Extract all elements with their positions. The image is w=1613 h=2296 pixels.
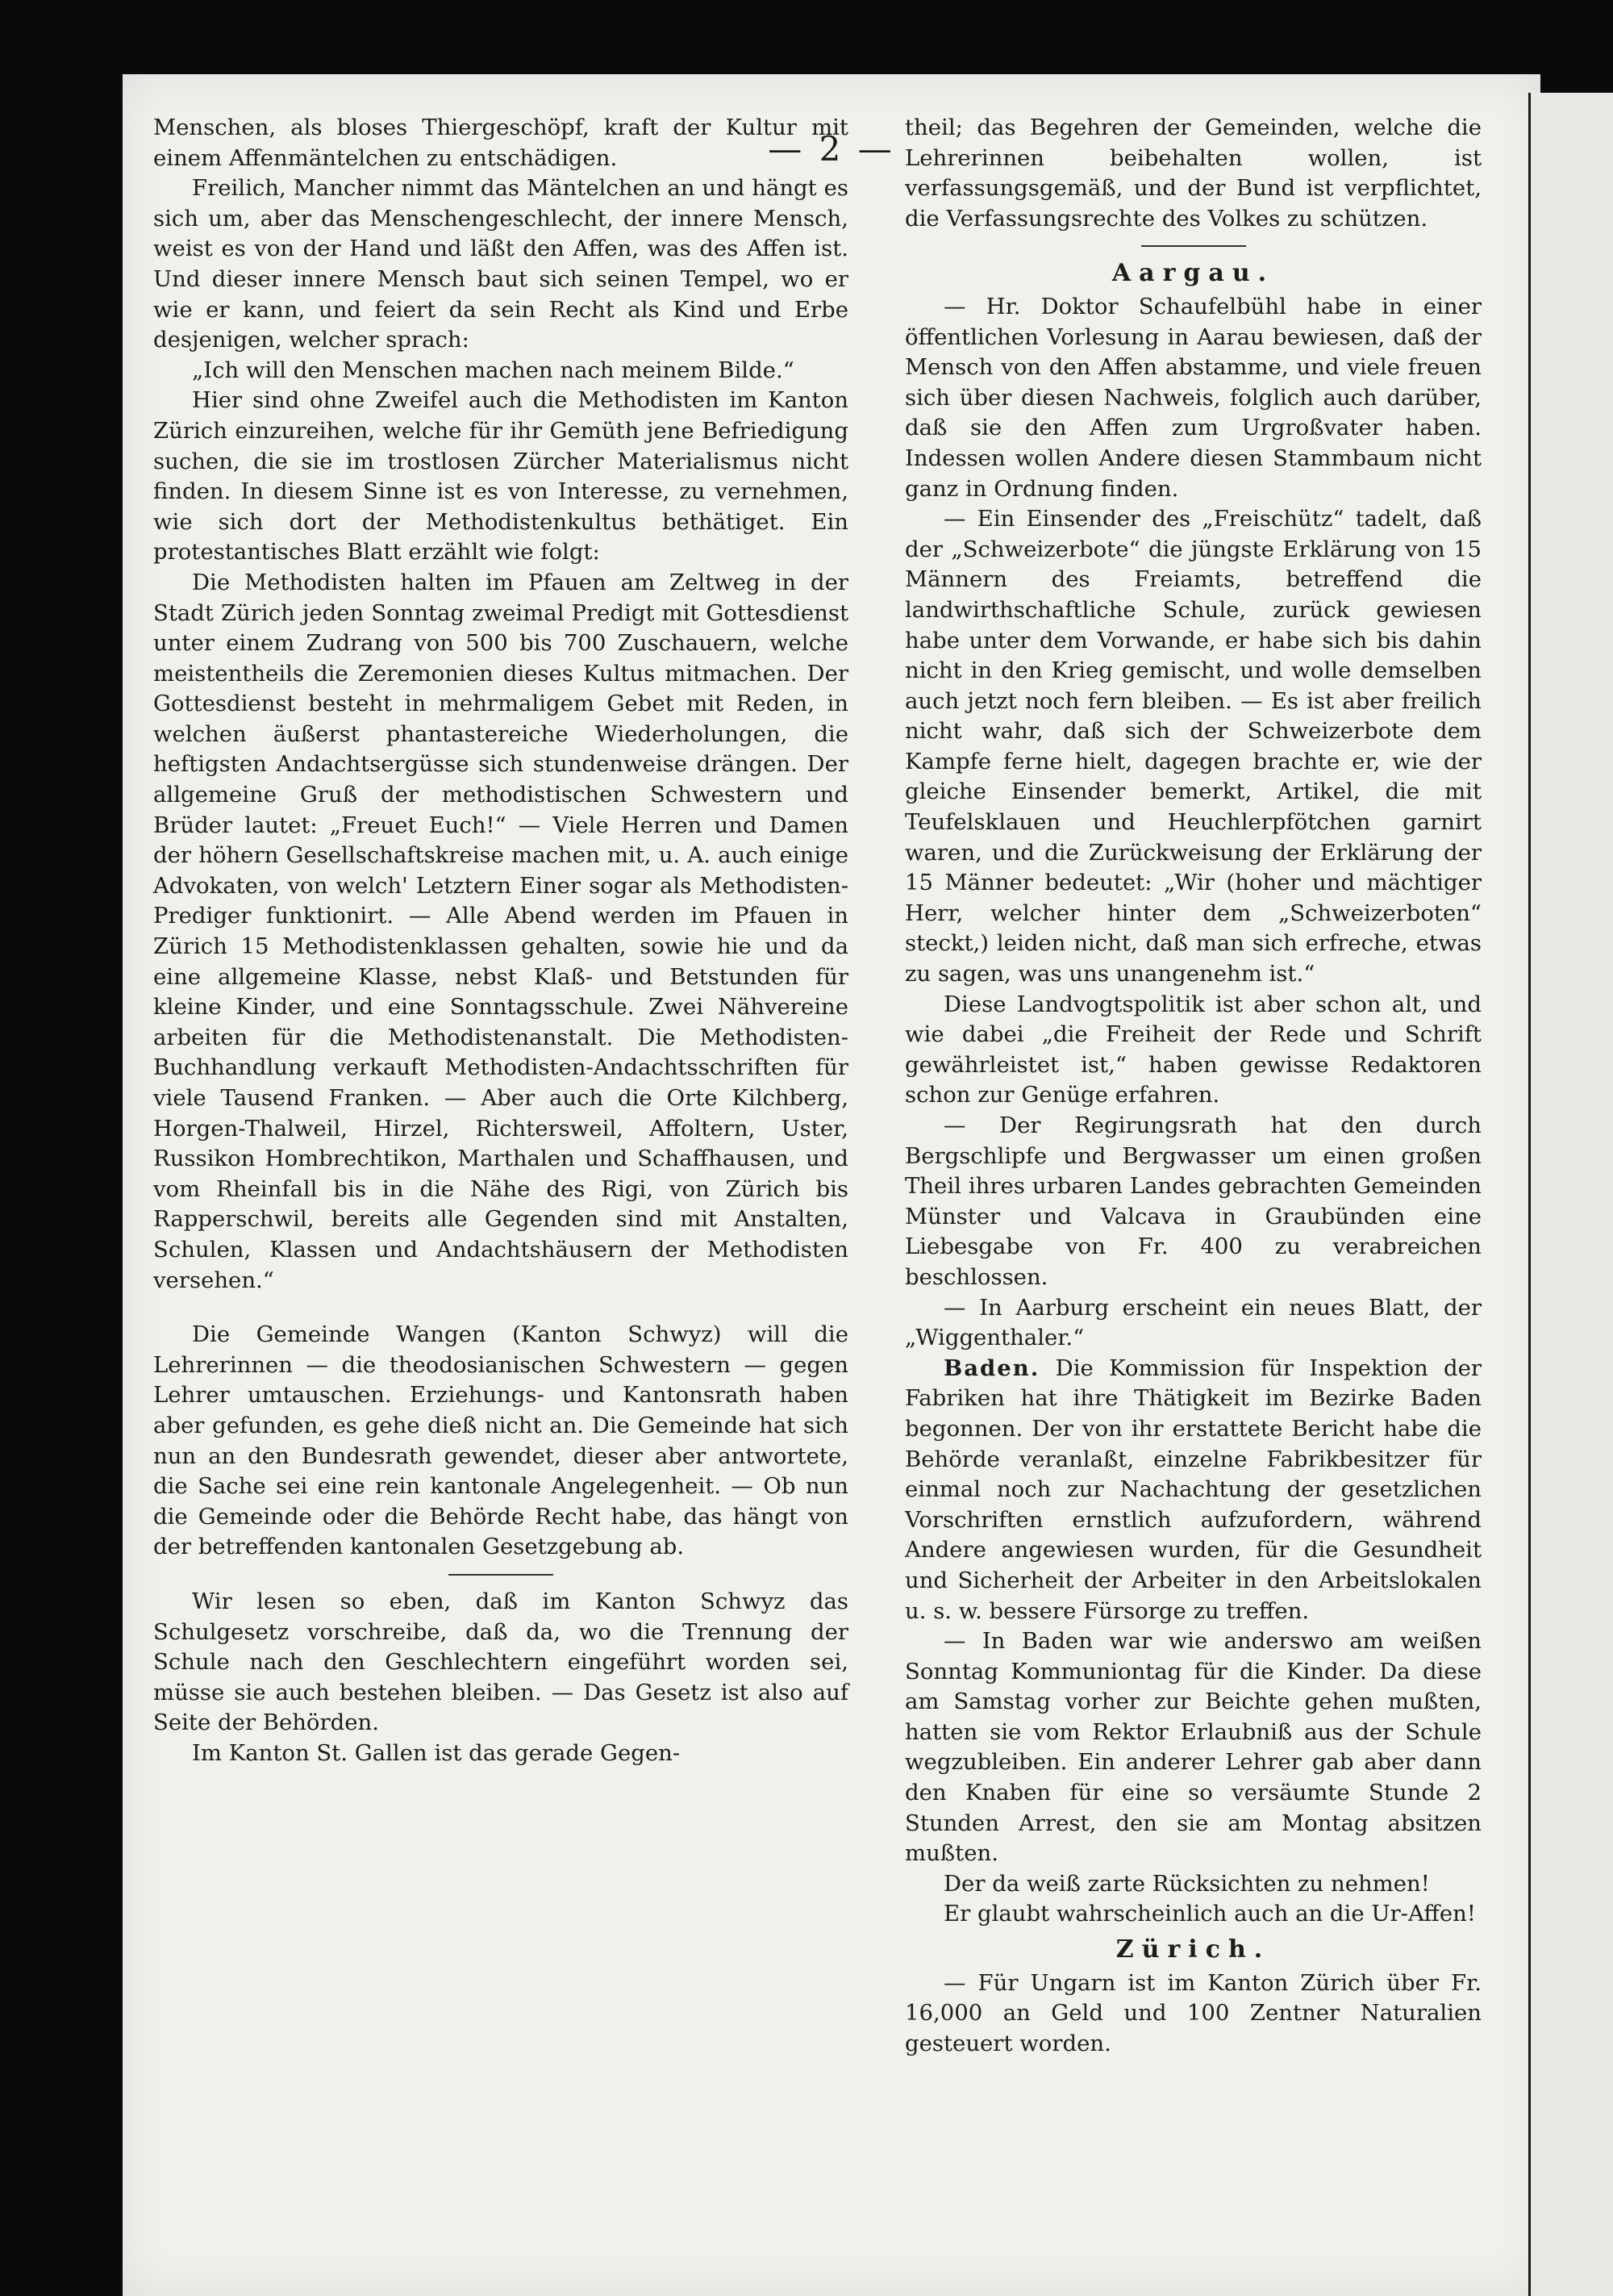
- section-heading-aargau: Aargau.: [1111, 259, 1275, 288]
- article-paragraph: — Ein Einsender des „Freischütz“ tadelt, daß der „Schweizerbote“ die jüngste Erklärung von 15 Männern des Freiamts, betreffend die landwirthschaftliche Schule, zurück gewiesen habe unter dem Vorwande, er habe sich bis dahin nicht in den Krieg gemischt, und wolle demselben auch jetzt noch fern bleiben. — Es ist aber freilich nicht wahr, daß sich der Schweizerbote dem Kampfe ferne hielt, dagegen brachte er, wie der gleiche Einsender bemerkt, Artikel, die mit Teufelsklauen und Heuchlerpfötchen garnirt waren, und die Zurückweisung der Erklärung der 15 Männer bedeutet: „Wir (hoher und mächtiger Herr, welcher hinter dem „Schweizerboten“ steckt,) leiden nicht, daß man sich erfreche, etwas zu sagen, was uns unangenehm ist.“: [905, 506, 1482, 987]
- quotation: „Ich will den Menschen machen nach meinem Bilde.“: [192, 357, 794, 383]
- article-paragraph: — In Baden war wie anderswo am weißen Sonntag Kommuniontag für die Kinder. Da diese am Samstag vorher zur Beichte gehen mußten, hatten sie vom Rektor Erlaubniß aus der Schule wegzubleiben. Ein anderer Lehrer gab aber dann den Knaben für eine so versäumte Stunde 2 Stunden Arrest, den sie am Montag absitzen mußten.: [905, 1628, 1482, 1867]
- article-paragraph-schwyz: Wir lesen so eben, daß im Kanton Schwyz das Schulgesetz vorschreibe, daß da, wo die Trennung der Schule nach den Geschlechtern eingeführt worden sei, müsse sie auch bestehen bleiben. — Das Gesetz ist also auf Seite der Behörden.: [153, 1588, 848, 1736]
- article-paragraph: — Hr. Doktor Schaufelbühl habe in einer öffentlichen Vorlesung in Aarau bewiesen, daß der Mensch von den Affen abstamme, und viele freuen sich über diesen Nachweis, folglich auch darüber, daß sie den Affen zum Urgroßvater haben. Indessen wollen Andere diesen Stammbaum nicht ganz in Ordnung finden.: [905, 293, 1482, 502]
- article-paragraph-baden: [905, 1354, 1482, 1626]
- article-continuation: theil; das Begehren der Gemeinden, welche die Lehrerinnen beibehalten wollen, ist verfassungsgemäß, und der Bund ist verpflichtet, die Verfassungsrechte des Volkes zu schützen.: [905, 115, 1482, 232]
- remark-line: Er glaubt wahrscheinlich auch an die Ur-Affen!: [944, 1901, 1476, 1927]
- article-paragraph-st-gallen: Im Kanton St. Gallen ist das gerade Gegen-: [192, 1739, 681, 1766]
- remark-line: Der da weiß zarte Rücksichten zu nehmen!: [944, 1870, 1430, 1897]
- quoted-report: Die Methodisten halten im Pfauen am Zeltweg in der Stadt Zürich jeden Sonntag zweimal Predigt mit Gottesdienst unter einem Zudrang von 500 bis 700 Zuschauern, welche meistentheils die Zeremonien dieses Kultus mitmachen. Der Gottesdienst besteht in mehrmaligem Gebet mit Reden, in welchen äußerst phantastereiche Wiederholungen, die heftigsten Andachtsergüsse sich stundenweise drängen. Der allgemeine Gruß der methodistischen Schwestern und Brüder lautet: „Freuet Euch!“ — Viele Herren und Damen der höhern Gesellschaftskreise machen mit, u. A. auch einige Advokaten, von welch' Letztern Einer sogar als Methodisten-Prediger funktionirt. — Alle Abend werden im Pfauen in Zürich 15 Methodistenklassen gehalten, sowie hie und da eine allgemeine Klasse, nebst Klaß- und Betstunden für kleine Kinder, und eine Sonntagsschule. Zwei Nähvereine arbeiten für die Methodistenanstalt. Die Methodisten-Buchhandlung verkauft Methodisten-Andachtsschriften für viele Tausend Franken. — Aber auch die Orte Kilchberg, Horgen-Thalweil, Hirzel, Richtersweil, Affoltern, Uster, Russikon Hombrechtikon, Marthalen und Schaffhausen, und vom Rheinfall bis in die Nähe des Rigi, von Zürich bis Rapperschwil, bereits alle Gegenden sind mit Anstalten, Schulen, Klassen und Andachtshäusern der Methodisten versehen.“: [153, 569, 848, 1293]
- article-paragraph: Menschen, als bloses Thiergeschöpf, kraft der Kultur mit einem Affenmäntelchen zu entschädigen.: [153, 115, 848, 171]
- left-column: [153, 113, 848, 1768]
- page-number: — 2 —: [768, 129, 895, 169]
- spacer: [153, 1296, 848, 1320]
- article-paragraph: — In Aarburg erscheint ein neues Blatt, der „Wiggenthaler.“: [905, 1294, 1482, 1351]
- right-column: [905, 113, 1482, 2059]
- article-paragraph: — Der Regirungsrath hat den durch Bergschlipfe und Bergwasser um einen großen Theil ihres urbaren Landes gebrachten Gemeinden Münster und Valcava in Graubünden eine Liebesgabe von Fr. 400 zu verabreichen beschlossen.: [905, 1113, 1482, 1290]
- article-paragraph: Hier sind ohne Zweifel auch die Methodisten im Kanton Zürich einzureihen, welche für ihr Gemüth jene Befriedigung suchen, die sie im trostlosen Zürcher Materialismus nicht finden. In diesem Sinne ist es von Interesse, zu vernehmen, wie sich dort der Methodistenkultus bethätiget. Ein protestantisches Blatt erzählt wie folgt:: [153, 387, 848, 566]
- section-heading-zurich: Zürich.: [1115, 1935, 1271, 1964]
- section-lead-baden: Baden.: [944, 1355, 1040, 1381]
- article-paragraph: — Für Ungarn ist im Kanton Zürich über Fr. 16,000 an Geld und 100 Zentner Naturalien gesteuert worden.: [905, 1969, 1482, 2056]
- article-paragraph: Freilich, Mancher nimmt das Mäntelchen an und hängt es sich um, aber das Menschengeschlecht, der innere Mensch, weist es von der Hand und läßt den Affen, was des Affen ist. Und dieser innere Mensch baut sich seinen Tempel, wo er wie er kann, und feiert da sein Recht als Kind und Erbe desjenigen, welcher sprach:: [153, 175, 848, 353]
- baden-text: Die Kommission für Inspektion der Fabriken hat ihre Thätigkeit im Bezirke Baden begonnen. Der von ihr erstattete Bericht habe die Behörde veranlaßt, einzelne Fabrikbesitzer für einmal noch zur Nachachtung der gesetzlichen Vorschriften ernstlich aufzufordern, während Andere angewiesen wurden, für die Gesundheit und Sicherheit der Arbeiter in den Arbeitslokalen u. s. w. bessere Fürsorge zu treffen.: [905, 1355, 1482, 1624]
- section-divider: [1141, 245, 1246, 247]
- adjacent-page-edge: [1528, 93, 1613, 2296]
- article-paragraph-wangen: Die Gemeinde Wangen (Kanton Schwyz) will die Lehrerinnen — die theodosianischen Schwestern — gegen Lehrer umtauschen. Erziehungs- und Kantonsrath haben aber gefunden, es gehe dieß nicht an. Die Gemeinde hat sich nun an den Bundesrath gewendet, dieser aber antwortete, die Sache sei eine rein kantonale Angelegenheit. — Ob nun die Gemeinde oder die Behörde Recht habe, das hängt von der betreffenden kantonalen Gesetzgebung ab.: [153, 1321, 848, 1560]
- section-divider: [448, 1574, 553, 1576]
- article-paragraph: Diese Landvogtspolitik ist aber schon alt, und wie dabei „die Freiheit der Rede und Schrift gewährleistet ist,“ haben gewisse Redaktoren schon zur Genüge erfahren.: [905, 991, 1482, 1108]
